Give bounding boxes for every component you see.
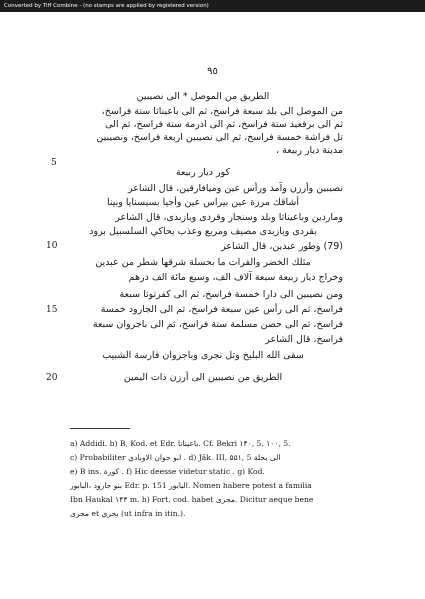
section-heading: الطريق من نصيبين الى أرزن ذات اليمين — [123, 372, 283, 383]
footnote: Ibn Haukal ۱۴۴ m. h) Fort. cod. habet مجرى. Dicitur aeque bene — [70, 495, 314, 504]
footnote: c) Probabiliter ابو جوان الاوبادي . d) Jâk. III, ۵۵۱, 5 الى بجلة — [70, 453, 281, 462]
text-line: تل فراشة خمسة فراسخ، ثم الى نصيبين اربعة فراسخ، ونصيبين — [96, 132, 343, 143]
verse-line: مثلك الخضر والفرات ما بحسلة شرقها شطر من عبدين — [95, 257, 311, 268]
section-heading: كور ديار ربيعة — [175, 167, 231, 178]
footnote: e) B ins. كورة . f) Hic deesse videtur static . g) Kod. — [70, 467, 265, 476]
footnote: a) Addidi. b) B, Kod. et Edr. باعيناتا. Cf. Bekri ۱۴۰, 5, ۱۰۰, 5. — [70, 439, 291, 448]
text-line: وماردين وباعيناثا وبلد وسنجار وقردى وبازبدى، قال الشاعر — [115, 212, 343, 223]
section-heading: الطريق من الموصل * الى نصيبين — [136, 91, 270, 102]
text-line: ثم الى برقعيد ستة فراسخ، ثم الى اذرمة ستة فراسخ، ثم الى — [105, 119, 343, 130]
text-line: من الموصل الى بلد سبعة فراسخ، ثم الى باعيناثا ستة فراسخ، — [101, 106, 343, 117]
text-line: ومن نصيبين الى دارا خمسة فراسخ، ثم الى كفرتوثا سبعة — [119, 289, 343, 300]
footnote: مجرى et بحري (ut infra in itin.). — [70, 509, 186, 518]
text-line: نصيبين وأرزن وآمد ورأس عين وميافارقين، قال الشاعر — [127, 183, 343, 194]
converter-banner: Converted by Tiff Combine - (no stamps are applied by registered version) — [0, 0, 425, 12]
text-line: فراسخ، قال الشاعر — [265, 334, 343, 345]
line-number: 10 — [46, 241, 58, 251]
text-line: (79) وطور عبدين، قال الشاعر — [221, 241, 343, 252]
page-number: ٩٥ — [207, 66, 218, 77]
verse-line: بقردى وبازبدى مصيف ومربع وعذب يحاكي السلسبيل برود — [89, 226, 317, 237]
line-number: 15 — [46, 305, 58, 315]
footnote: بنو جارود ،البابور Edr. p. 151 البابور. Nomen habere potest a familia — [70, 481, 312, 490]
text-line: فراسخ، ثم الى رأس عين سبعة فراسخ، ثم الى الجارود خمسة — [100, 304, 343, 315]
text-line: وخراج ديار ربيعة سبعة آلاف الف، وسبع مائة الف درهم — [128, 272, 343, 283]
text-line: فراسخ، ثم الى حصن مسلمة ستة فراسخ، ثم الى باجروان سبعة — [92, 319, 343, 330]
verse-line: أشاقك مرزة عين بيراس عين وأحيا بسيسنايا وبينا — [106, 197, 300, 208]
footnote-separator — [70, 428, 130, 429]
line-number: 20 — [46, 373, 58, 383]
verse-line: سقى الله البليخ وتل نجرى وباجروان فارسة الشبيب — [102, 350, 304, 361]
line-number: 5 — [51, 158, 57, 168]
text-line: مدينة ديار ربيعة ، — [276, 145, 343, 156]
